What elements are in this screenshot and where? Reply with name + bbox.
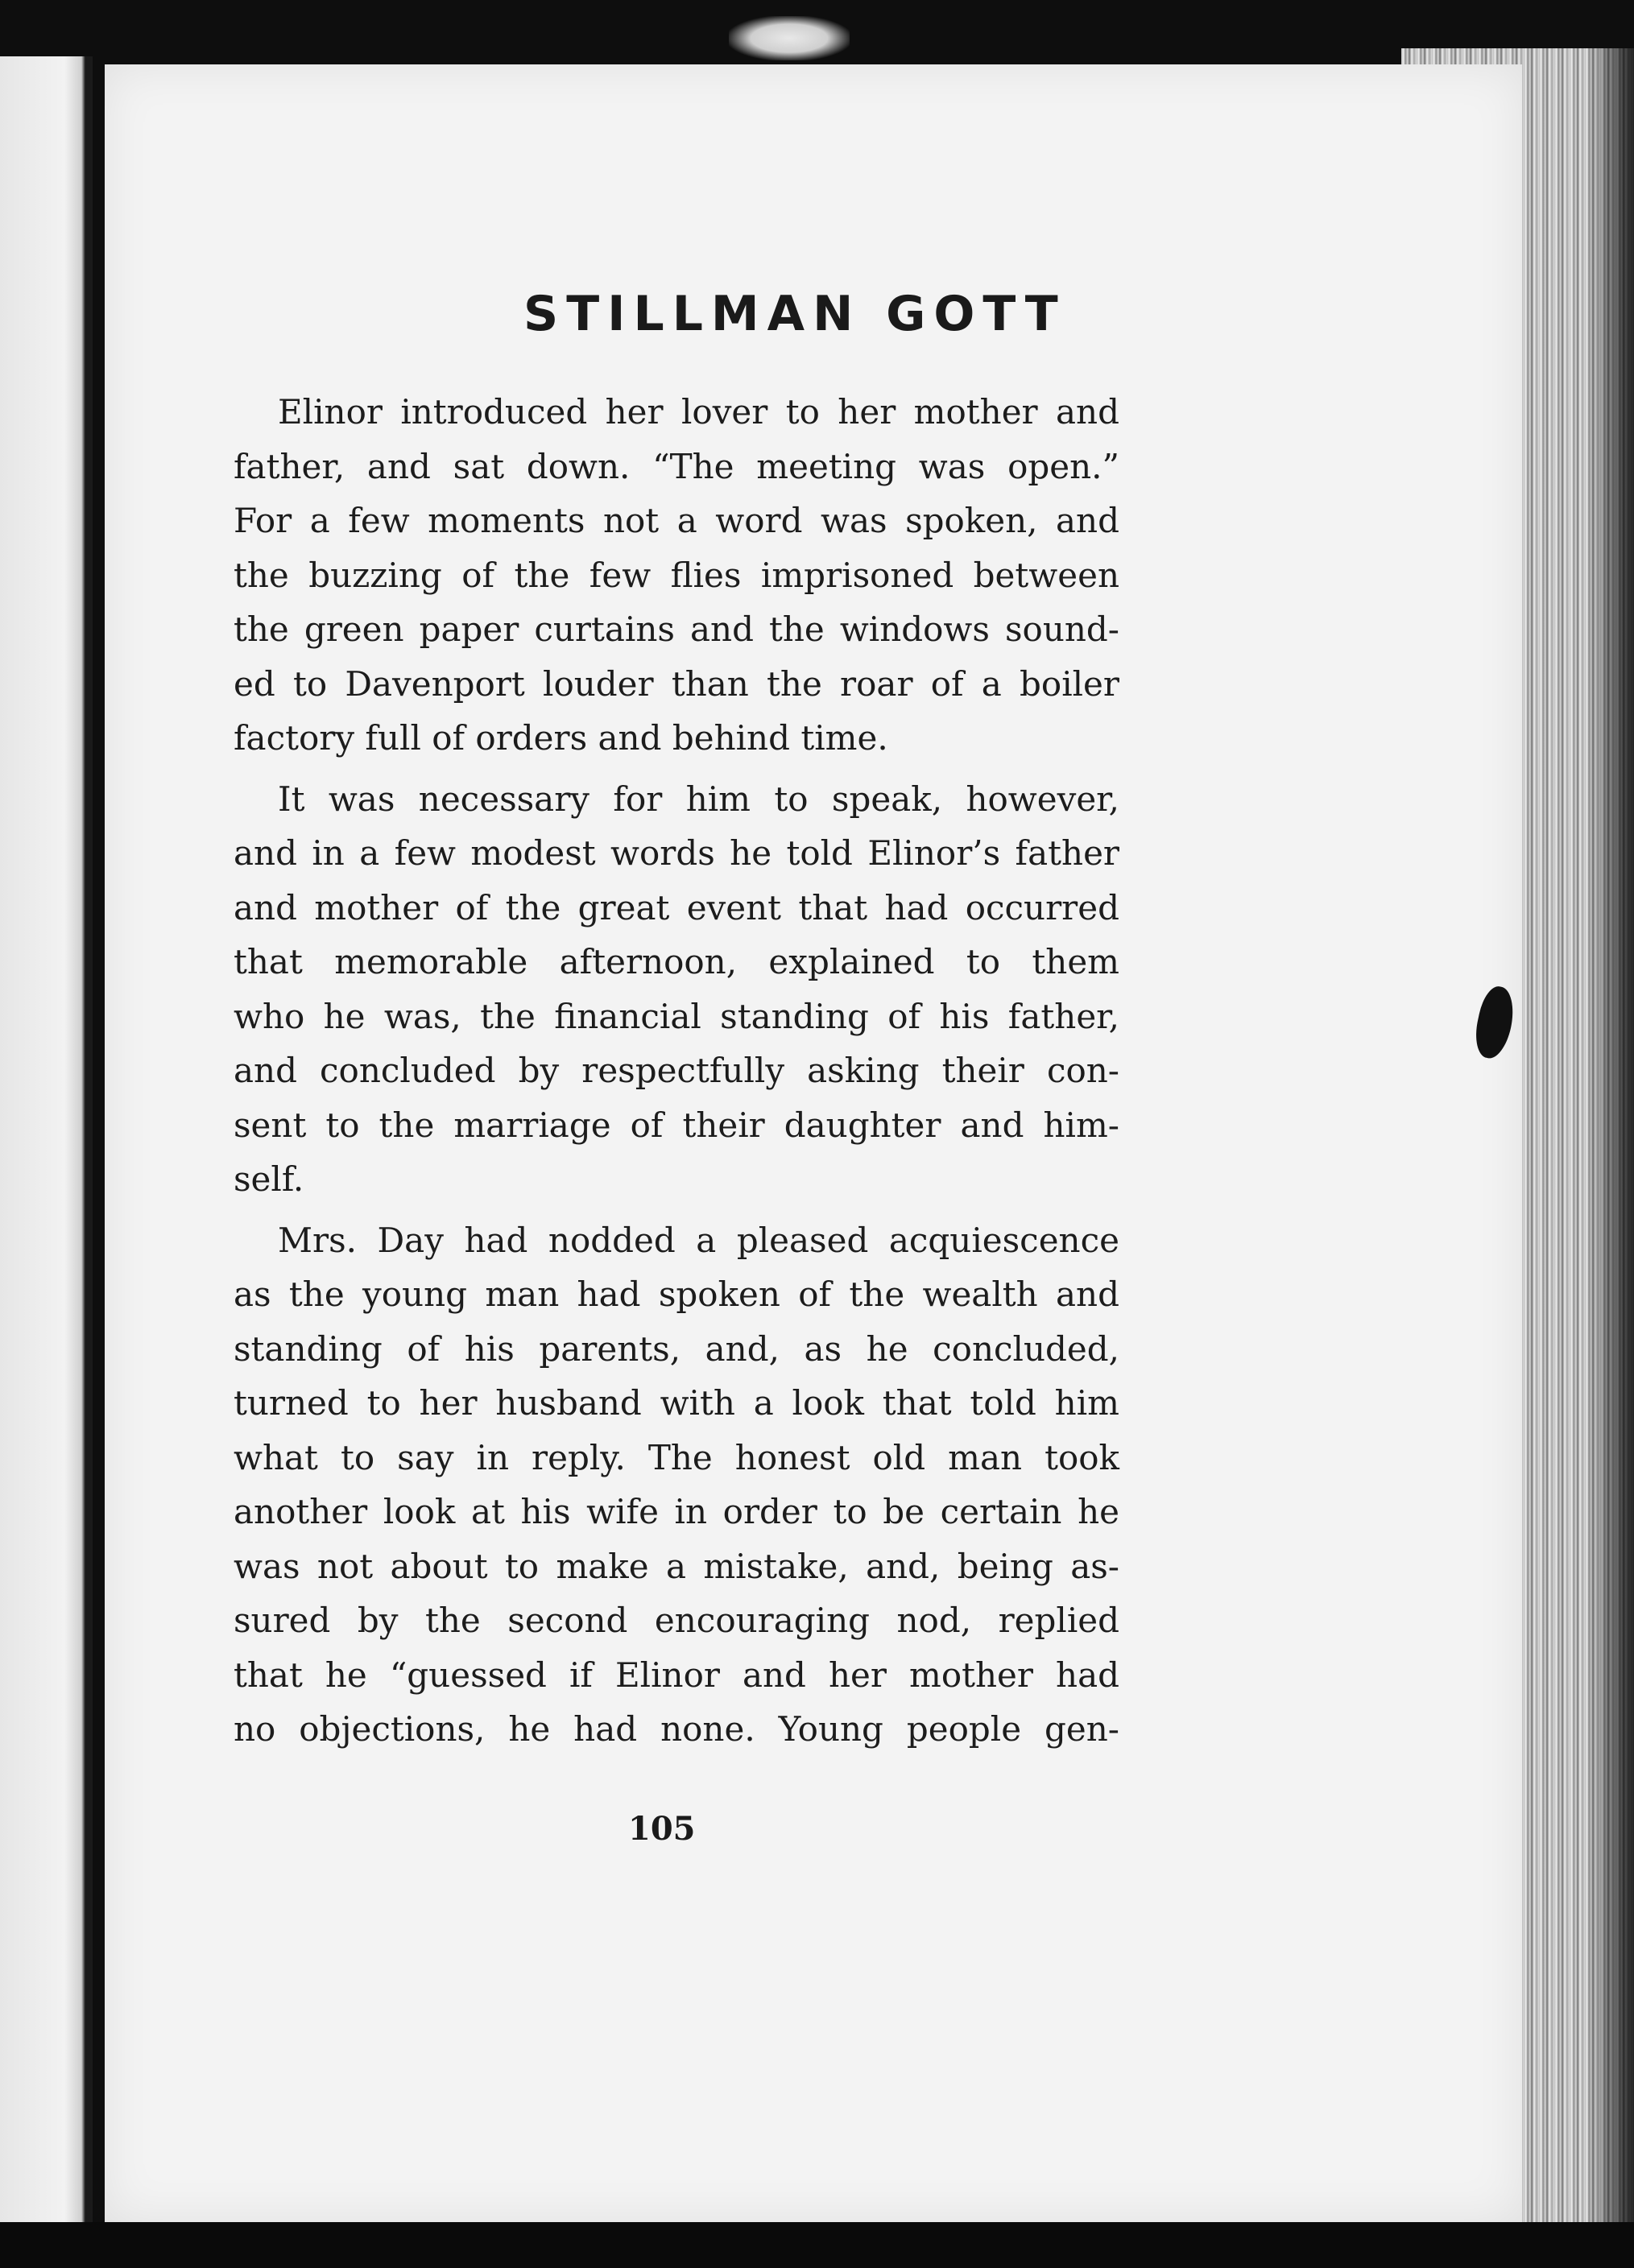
text-line: and mother of the great event that had occurred xyxy=(234,887,1119,927)
body-text xyxy=(234,385,1119,1763)
text-line: the buzzing of the few flies imprisoned between xyxy=(234,555,1119,595)
text-line: self. xyxy=(234,1159,304,1199)
scan-smudge xyxy=(729,16,850,60)
text-line: and concluded by respectfully asking their con- xyxy=(234,1051,1119,1090)
text-line: factory full of orders and behind time. xyxy=(234,718,888,758)
paragraph xyxy=(234,1213,1119,1757)
text-line: as the young man had spoken of the wealth and xyxy=(234,1274,1119,1314)
paragraph xyxy=(234,385,1119,766)
text-line: For a few moments not a word was spoken, and xyxy=(234,501,1119,540)
text-line: father, and sat down. “The meeting was open.” xyxy=(234,446,1119,486)
paragraph xyxy=(234,772,1119,1207)
text-line: was not about to make a mistake, and, being as- xyxy=(234,1546,1119,1586)
text-line: who he was, the financial standing of his father, xyxy=(234,996,1119,1036)
text-line: ed to Davenport louder than the roar of a boiler xyxy=(234,663,1119,704)
text-line: sured by the second encouraging nod, replied xyxy=(234,1601,1119,1640)
text-line: Elinor introduced her lover to her mother and xyxy=(278,392,1119,432)
text-line: no objections, he had none. Young people gen- xyxy=(234,1709,1119,1749)
text-line: the green paper curtains and the windows sound- xyxy=(234,609,1119,649)
scan-bottom-shadow xyxy=(0,2222,1634,2268)
text-line: and in a few modest words he told Elinor’s father xyxy=(234,833,1119,873)
text-line: It was necessary for him to speak, however, xyxy=(278,779,1119,819)
text-line: standing of his parents, and, as he concluded, xyxy=(234,1328,1119,1369)
text-line: what to say in reply. The honest old man took xyxy=(234,1437,1119,1477)
facing-page-edge xyxy=(0,56,93,2230)
text-line: that memorable afternoon, explained to them xyxy=(234,942,1119,981)
text-line: sent to the marriage of their daughter and him- xyxy=(234,1105,1119,1145)
text-line: that he “guessed if Elinor and her mother had xyxy=(234,1655,1119,1695)
page-number: 105 xyxy=(628,1810,696,1848)
text-line: turned to her husband with a look that told him xyxy=(234,1383,1119,1423)
running-head: STILLMAN GOTT xyxy=(523,286,1066,342)
text-line: Mrs. Day had nodded a pleased acquiescence xyxy=(278,1220,1119,1260)
text-line: another look at his wife in order to be certain he xyxy=(234,1492,1119,1531)
